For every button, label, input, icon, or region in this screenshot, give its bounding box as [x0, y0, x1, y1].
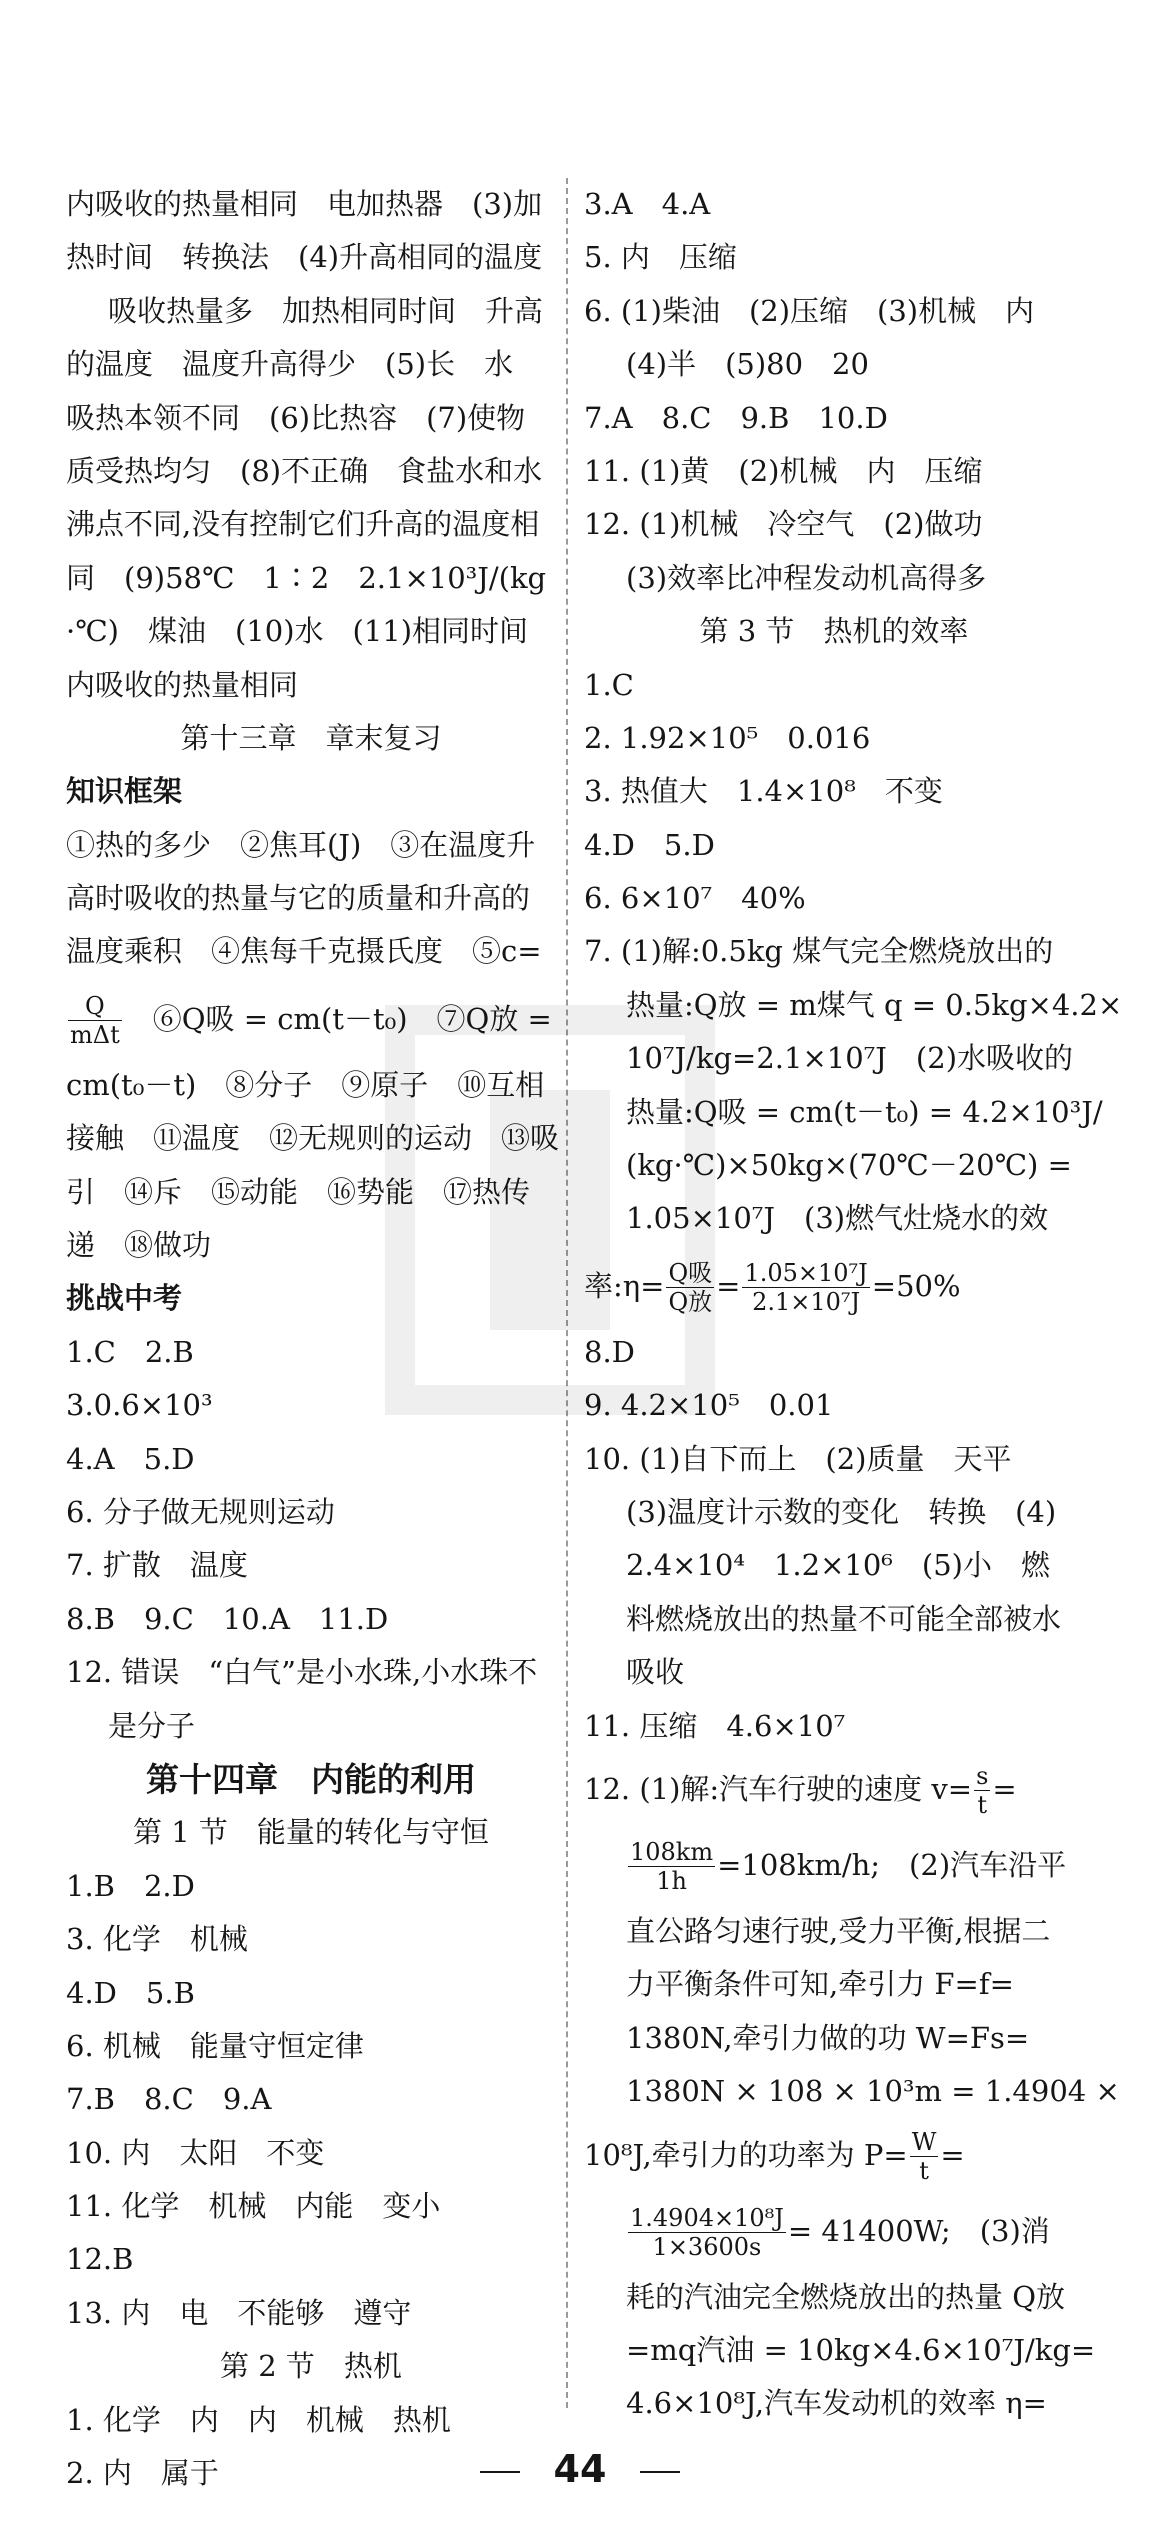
answer-line: 7.A 8.C 9.B 10.D: [584, 400, 888, 435]
text-run: =108km/h; (2)汽车沿平: [717, 1847, 1067, 1882]
answer-line: 4.D 5.D: [584, 827, 715, 862]
answer-line: 2. 1.92×10⁵ 0.016: [584, 720, 871, 755]
answer-line-frac12d: [584, 2191, 1084, 2271]
fraction-q-over-mdt: [68, 992, 122, 1049]
answer-line: ①热的多少 ②焦耳(J) ③在温度升: [66, 827, 536, 862]
answer-line: 4.6×10⁸J,汽车发动机的效率 η=: [626, 2386, 1047, 2421]
fraction-frac12c: [910, 2128, 939, 2185]
answer-line: 2. 内 属于: [66, 2456, 219, 2491]
fraction-q-over-mdt-numerator: Q: [68, 992, 122, 1021]
answer-line: (kg·℃)×50kg×(70℃－20℃) =: [626, 1148, 1072, 1183]
answer-line: 7. 扩散 温度: [66, 1548, 248, 1583]
text-run: =: [992, 1771, 1017, 1806]
answer-line: 热量:Q吸 = cm(t－t₀) = 4.2×10³J/: [626, 1094, 1103, 1129]
answer-line: 1.05×10⁷J (3)燃气灶烧水的效: [626, 1201, 1049, 1236]
fraction-values-numerator: 1.05×10⁷J: [744, 1259, 868, 1288]
answer-line: 12.B: [66, 2242, 134, 2277]
answer-line: 耗的汽油完全燃烧放出的热量 Q放: [626, 2279, 1065, 2314]
answer-line: 11. 化学 机械 内能 变小: [66, 2189, 441, 2224]
section-heading: 第 3 节 热机的效率: [699, 614, 969, 649]
answer-line: 2.4×10⁴ 1.2×10⁶ (5)小 燃: [626, 1548, 1050, 1583]
answer-line: 7. (1)解:0.5kg 煤气完全燃烧放出的: [584, 934, 1054, 969]
answer-line: 3.0.6×10³: [66, 1388, 213, 1423]
fraction-frac12d-numerator: 1.4904×10⁸J: [630, 2204, 784, 2232]
section-heading: 第 1 节 能量的转化与守恒: [133, 1815, 489, 1850]
answer-line: 3. 化学 机械: [66, 1922, 248, 1957]
answer-line: 热时间 转换法 (4)升高相同的温度: [66, 240, 543, 275]
answer-line: 引 ⑭斥 ⑮动能 ⑯势能 ⑰热传: [66, 1174, 531, 1209]
answer-line: 1.B 2.D: [66, 1868, 195, 1903]
answer-line: 3.A 4.A: [584, 187, 711, 221]
answer-line-efficiency: [584, 1246, 1084, 1326]
answer-line: 热量:Q放 = m煤气 q = 0.5kg×4.2×: [626, 987, 1123, 1022]
answer-line: 吸热本领不同 (6)比热容 (7)使物: [66, 400, 526, 435]
answer-line: 11. 压缩 4.6×10⁷: [584, 1708, 846, 1743]
answer-line-frac12c: [584, 2119, 1084, 2191]
answer-line: 内吸收的热量相同: [66, 667, 299, 702]
answer-line: 8.B 9.C 10.A 11.D: [66, 1601, 389, 1636]
answer-line: cm(t₀－t) ⑧分子 ⑨原子 ⑩互相: [66, 1067, 545, 1102]
answer-line: 同 (9)58℃ 1∶2 2.1×10³J/(kg: [66, 560, 547, 595]
fraction-frac12d: [628, 2204, 786, 2261]
answer-line: 接触 ⑪温度 ⑫无规则的运动 ⑬吸: [66, 1121, 560, 1156]
answer-line: 1.C 2.B: [66, 1334, 194, 1369]
answer-line: 吸收: [626, 1655, 685, 1690]
answer-line: 11. (1)黄 (2)机械 内 压缩: [584, 453, 983, 488]
answer-line: 6. 6×10⁷ 40%: [584, 881, 806, 916]
answer-line: 递 ⑱做功: [66, 1228, 212, 1263]
section-heading: 第十三章 章末复习: [180, 720, 442, 755]
answer-line: 5. 内 压缩: [584, 240, 737, 275]
section-heading: 第十四章 内能的利用: [146, 1759, 476, 1799]
answer-line: (4)半 (5)80 20: [626, 347, 869, 382]
text-run: = 41400W; (3)消: [787, 2213, 1050, 2248]
answer-line: 4.A 5.D: [66, 1441, 195, 1476]
answer-line: 3. 热值大 1.4×10⁸ 不变: [584, 774, 943, 809]
answer-line: 12. (1)机械 冷空气 (2)做功: [584, 507, 983, 542]
answer-line: 的温度 温度升高得少 (5)长 水: [66, 347, 514, 382]
subsection-label: 知识框架: [66, 774, 183, 809]
text-run: =: [716, 1268, 741, 1303]
answer-line: 10⁷J/kg=2.1×10⁷J (2)水吸收的: [626, 1041, 1074, 1076]
answer-line: 4.D 5.B: [66, 1975, 195, 2010]
fraction-frac12b: [628, 1838, 715, 1895]
text-run: 12. (1)解:汽车行驶的速度 v=: [584, 1771, 973, 1806]
fraction-frac12a-numerator: s: [976, 1762, 989, 1791]
answer-line: 6. (1)柴油 (2)压缩 (3)机械 内: [584, 293, 1035, 328]
answer-line-frac12a: [584, 1753, 1084, 1825]
text-run: 10⁸J,牵引力的功率为 P=: [584, 2137, 908, 2172]
fraction-frac12b-denominator: 1h: [656, 1867, 687, 1896]
fraction-qabs-over-qrel-denominator: Q放: [668, 1288, 713, 1317]
subsection-label: 挑战中考: [66, 1281, 183, 1316]
answer-line: 1.C: [584, 667, 634, 702]
text-run: 率:η=: [584, 1268, 665, 1303]
answer-line: 1380N × 108 × 10³m = 1.4904 ×: [626, 2074, 1120, 2109]
fraction-frac12a-denominator: t: [977, 1791, 988, 1820]
text-run: ⑥Q吸 = cm(t－t₀) ⑦Q放 =: [123, 1001, 552, 1036]
answer-line: 沸点不同,没有控制它们升高的温度相: [66, 507, 540, 542]
answer-line: 吸收热量多 加热相同时间 升高: [108, 293, 544, 328]
answer-line: 1380N,牵引力做的功 W=Fs=: [626, 2020, 1030, 2055]
fraction-qabs-over-qrel-numerator: Q吸: [668, 1259, 713, 1288]
left-column: [66, 178, 560, 2500]
answer-line: 是分子: [108, 1708, 196, 1743]
column-divider: [566, 178, 568, 2408]
answer-line: 温度乘积 ④焦每千克摄氏度 ⑤c=: [66, 934, 542, 969]
answer-line: 10. 内 太阳 不变: [66, 2135, 325, 2170]
answer-line: ·℃) 煤油 (10)水 (11)相同时间: [66, 614, 529, 649]
fraction-frac12a: [974, 1762, 990, 1819]
answer-line: 直公路匀速行驶,受力平衡,根据二: [626, 1913, 1051, 1948]
answer-line: 8.D: [584, 1334, 635, 1369]
fraction-qabs-over-qrel: [666, 1259, 714, 1316]
answer-line: 13. 内 电 不能够 遵守: [66, 2295, 412, 2330]
fraction-values: [742, 1259, 869, 1316]
answer-line-formula: [66, 979, 556, 1059]
answer-line: 6. 分子做无规则运动: [66, 1494, 335, 1529]
answer-line: 7.B 8.C 9.A: [66, 2082, 272, 2117]
page-footer: [0, 2447, 1160, 2491]
answer-line: 质受热均匀 (8)不正确 食盐水和水: [66, 453, 543, 488]
section-heading: 第 2 节 热机: [220, 2349, 402, 2384]
answer-line: 料燃烧放出的热量不可能全部被水: [626, 1601, 1062, 1636]
answer-line: 1. 化学 内 内 机械 热机: [66, 2402, 451, 2437]
fraction-q-over-mdt-denominator: mΔt: [70, 1021, 120, 1050]
fraction-frac12c-numerator: W: [911, 2128, 937, 2156]
answer-line: (3)温度计示数的变化 转换 (4): [626, 1494, 1057, 1529]
answer-line: (3)效率比冲程发动机高得多: [626, 560, 987, 595]
answer-line: 力平衡条件可知,牵引力 F=f=: [626, 1967, 1014, 2002]
page-number: 44: [553, 2447, 607, 2491]
answer-line: 9. 4.2×10⁵ 0.01: [584, 1388, 834, 1423]
fraction-frac12b-numerator: 108km: [630, 1838, 714, 1867]
text-run: =: [940, 2137, 965, 2172]
answer-line: 6. 机械 能量守恒定律: [66, 2028, 364, 2063]
fraction-frac12c-denominator: t: [919, 2157, 929, 2185]
fraction-frac12d-denominator: 1×3600s: [652, 2233, 762, 2261]
fraction-values-denominator: 2.1×10⁷J: [752, 1288, 861, 1317]
answer-line-frac12b: [584, 1825, 1084, 1905]
answer-line: 内吸收的热量相同 电加热器 (3)加: [66, 187, 543, 221]
right-column: [584, 178, 1123, 2431]
text-run: =50%: [871, 1268, 961, 1303]
answer-line: 高时吸收的热量与它的质量和升高的: [66, 881, 531, 916]
footer-dash-right: [640, 2471, 680, 2473]
answer-line: 12. 错误 “白气”是小水珠,小水珠不: [66, 1655, 538, 1690]
answer-line: 10. (1)自下而上 (2)质量 天平: [584, 1441, 1012, 1476]
answer-line: =mq汽油 = 10kg×4.6×10⁷J/kg=: [626, 2332, 1096, 2367]
footer-dash-left: [480, 2471, 520, 2473]
